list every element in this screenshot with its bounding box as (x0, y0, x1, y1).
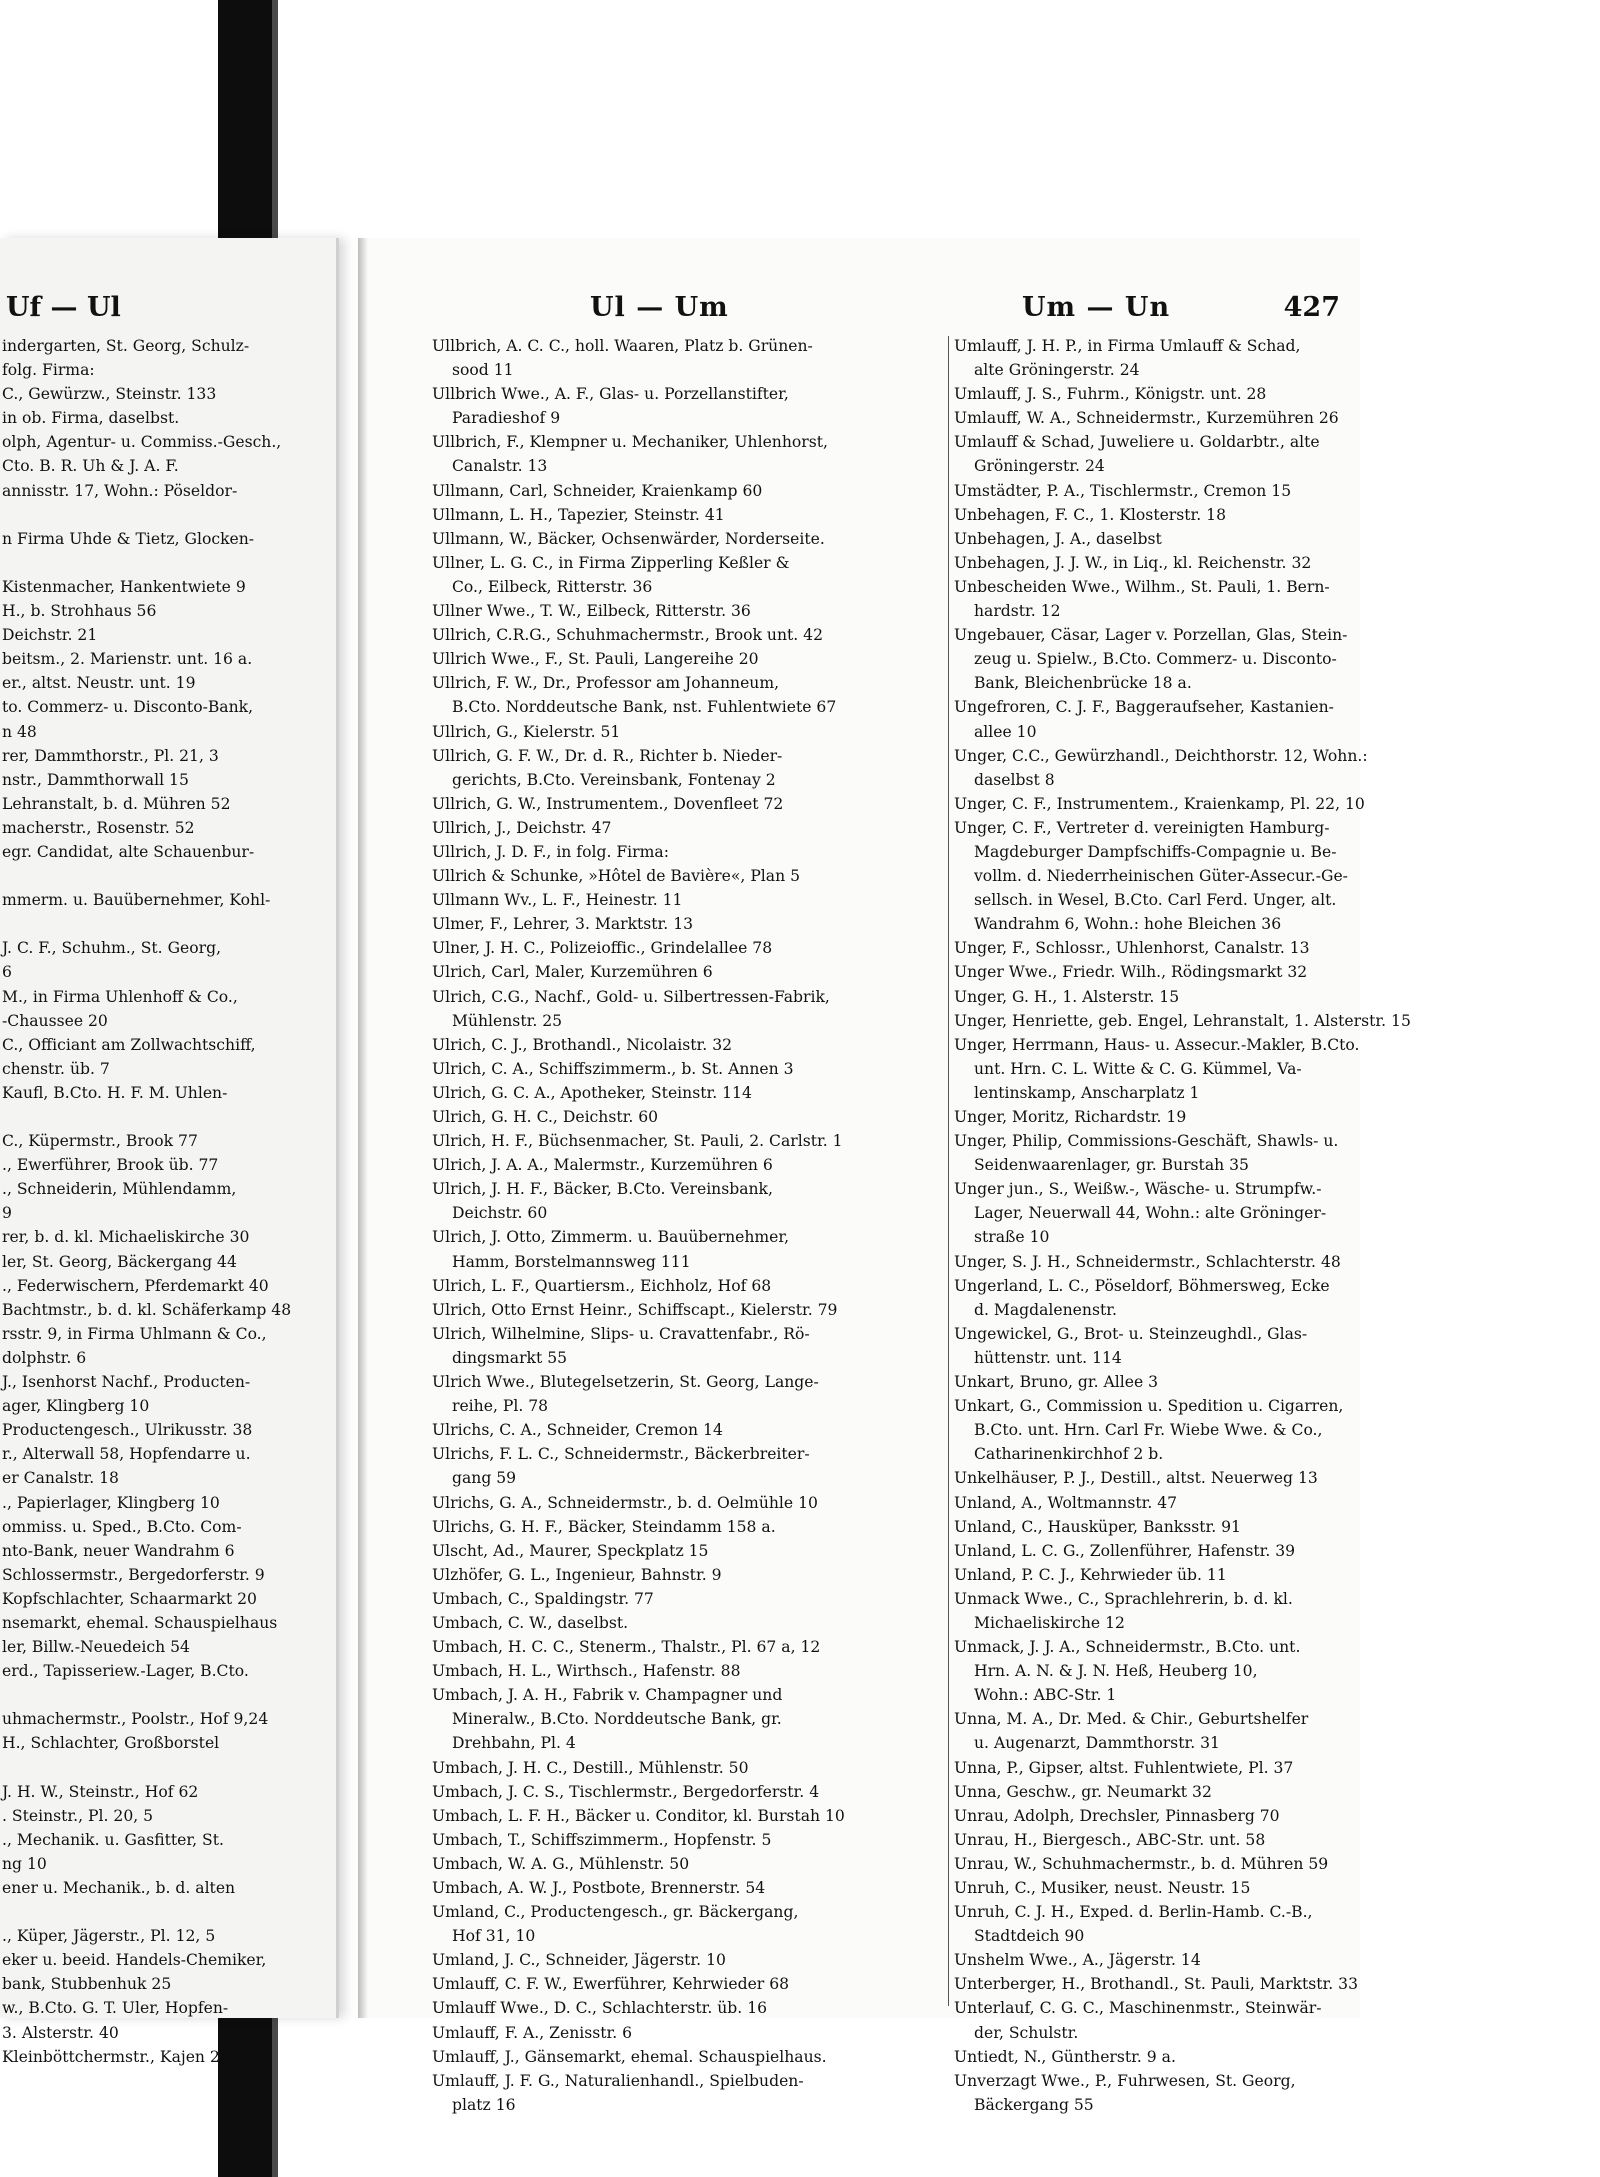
directory-entry: Unger, C. F., Instrumentem., Kraienkamp, Pl. 22, 10 (954, 794, 1365, 813)
directory-entry: Umlauff, J. H. P., in Firma Umlauff & Schad, (954, 337, 1301, 355)
directory-entry: Umbach, J. A. H., Fabrik v. Champagner und (432, 1686, 783, 1705)
left-page-line (2, 503, 332, 527)
directory-entry: Umbach, L. F. H., Bäcker u. Conditor, kl. Burstah 10 (432, 1806, 845, 1825)
directory-entry: Ulrich, Wilhelmine, Slips- u. Cravattenfabr., Rö- (432, 1324, 810, 1343)
directory-entry-continuation: vollm. d. Niederrheinischen Güter-Assecur.-Ge- (974, 867, 1348, 886)
directory-entry: Ullmann, W., Bäcker, Ochsenwärder, Norderseite. (432, 529, 825, 548)
left-page-line: mmerm. u. Bauübernehmer, Kohl- (2, 891, 271, 910)
left-page-line (2, 1756, 332, 1780)
directory-entry-continuation: Seidenwaarenlager, gr. Burstah 35 (974, 1156, 1249, 1175)
directory-entry-continuation: Hrn. A. N. & J. N. Heß, Heuberg 10, (974, 1662, 1258, 1681)
left-page-line: ler, Billw.-Neuedeich 54 (2, 1638, 190, 1657)
directory-entry: Unbescheiden Wwe., Wilhm., St. Pauli, 1. Bern- (954, 577, 1330, 596)
left-page-line (2, 1683, 332, 1707)
directory-entry: Ulrich, H. F., Büchsenmacher, St. Pauli, 2. Carlstr. 1 (432, 1132, 843, 1151)
left-page-line: J., Isenhorst Nachf., Producten- (2, 1373, 251, 1392)
directory-entry-continuation: sellsch. in Wesel, B.Cto. Carl Ferd. Unger, alt. (974, 891, 1337, 910)
directory-column-2 (954, 334, 1411, 2117)
directory-entry: Unger Wwe., Friedr. Wilh., Rödingsmarkt 32 (954, 963, 1308, 982)
directory-entry: Ulrich, C. A., Schiffszimmerm., b. St. Annen 3 (432, 1059, 794, 1078)
directory-entry: Umbach, A. W. J., Postbote, Brennerstr. 54 (432, 1879, 766, 1897)
left-page-line: rer, b. d. kl. Michaeliskirche 30 (2, 1228, 250, 1247)
directory-entry: Unruh, C., Musiker, neust. Neustr. 15 (954, 1879, 1251, 1897)
left-page-line: annisstr. 17, Wohn.: Pöseldor- (2, 481, 238, 500)
left-page-line: H., b. Strohhaus 56 (2, 602, 157, 621)
directory-entry: Umbach, T., Schiffszimmerm., Hopfenstr. 5 (432, 1830, 772, 1849)
left-page-line: nto-Bank, neuer Wandrahm 6 (2, 1541, 235, 1560)
left-page-line: ., Schneiderin, Mühlendamm, (2, 1180, 237, 1199)
directory-entry: Umlauff, C. F. W., Ewerführer, Kehrwieder 68 (432, 1975, 790, 1994)
directory-entry: Unger, G. H., 1. Alsterstr. 15 (954, 987, 1180, 1006)
left-page-line: folg. Firma: (2, 361, 95, 380)
directory-entry: Unruh, C. J. H., Exped. d. Berlin-Hamb. C.-B., (954, 1903, 1313, 1922)
directory-entry-continuation: daselbst 8 (974, 770, 1055, 789)
directory-entry: Ulrich, G. C. A., Apotheker, Steinstr. 114 (432, 1083, 752, 1102)
directory-entry-continuation: unt. Hrn. C. L. Witte & C. G. Kümmel, Va- (974, 1059, 1302, 1078)
directory-entry: Ungerland, L. C., Pöseldorf, Böhmersweg, Ecke (954, 1276, 1330, 1295)
left-page-line: chenstr. üb. 7 (2, 1059, 110, 1078)
directory-entry: Umlauff, J., Gänsemarkt, ehemal. Schauspielhaus. (432, 2047, 827, 2066)
directory-entry-continuation: Bäckergang 55 (974, 2095, 1094, 2114)
left-page-line (2, 864, 332, 888)
directory-entry: Ulrich, G. H. C., Deichstr. 60 (432, 1108, 659, 1126)
left-page-line: nsemarkt, ehemal. Schauspielhaus (2, 1613, 278, 1632)
left-page-fragment (0, 238, 339, 2066)
directory-entry: Ulner, J. H. C., Polizeioffic., Grindelallee 78 (432, 939, 773, 958)
directory-entry: Ungebauer, Cäsar, Lager v. Porzellan, Glas, Stein- (954, 626, 1348, 645)
left-page-line: Schlossermstr., Bergedorferstr. 9 (2, 1565, 265, 1584)
left-page-line: indergarten, St. Georg, Schulz- (2, 337, 250, 355)
directory-entry: Ulrichs, F. L. C., Schneidermstr., Bäckerbreiter- (432, 1445, 810, 1464)
directory-entry-continuation: Wandrahm 6, Wohn.: hohe Bleichen 36 (974, 915, 1282, 934)
left-page-line: Productengesch., Ulrikusstr. 38 (2, 1421, 253, 1440)
directory-entry: Ulrichs, G. H. F., Bäcker, Steindamm 158 a. (432, 1517, 776, 1536)
directory-entry: Unger, S. J. H., Schneidermstr., Schlachterstr. 48 (954, 1252, 1341, 1271)
directory-entry: Unrau, Adolph, Drechsler, Pinnasberg 70 (954, 1806, 1280, 1825)
directory-entry-continuation: Mineralw., B.Cto. Norddeutsche Bank, gr. (452, 1710, 782, 1729)
left-page-line: macherstr., Rosenstr. 52 (2, 818, 195, 837)
directory-entry: Unland, A., Woltmannstr. 47 (954, 1493, 1178, 1512)
left-page-line: J. C. F., Schuhm., St. Georg, (2, 939, 222, 958)
directory-entry: Unland, P. C. J., Kehrwieder üb. 11 (954, 1565, 1227, 1584)
directory-entry: Umbach, H. L., Wirthsch., Hafenstr. 88 (432, 1662, 741, 1681)
column-divider (948, 336, 949, 2006)
directory-entry: Ullmann Wv., L. F., Heinestr. 11 (432, 891, 683, 910)
left-page-line: Bachtmstr., b. d. kl. Schäferkamp 48 (2, 1300, 292, 1319)
left-page-line: Kaufl, B.Cto. H. F. M. Uhlen- (2, 1083, 228, 1102)
left-page-line: n 48 (2, 722, 37, 741)
left-page-line: beitsm., 2. Marienstr. unt. 16 a. (2, 650, 253, 669)
left-page-line: ., Papierlager, Klingberg 10 (2, 1493, 220, 1512)
directory-entry-continuation: allee 10 (974, 722, 1037, 741)
directory-entry-continuation: gerichts, B.Cto. Vereinsbank, Fontenay 2 (452, 770, 776, 789)
directory-entry-continuation: Wohn.: ABC-Str. 1 (974, 1686, 1117, 1705)
left-page-line: -Chaussee 20 (2, 1011, 108, 1030)
left-page-line: n Firma Uhde & Tietz, Glocken- (2, 529, 255, 548)
directory-column-1 (432, 334, 940, 2117)
directory-entry: Umbach, C., Spaldingstr. 77 (432, 1589, 654, 1608)
directory-entry-continuation: Catharinenkirchhof 2 b. (974, 1445, 1164, 1464)
directory-entry-continuation: Magdeburger Dampfschiffs-Compagnie u. Be- (974, 842, 1337, 861)
directory-entry: Ulmer, F., Lehrer, 3. Marktstr. 13 (432, 915, 694, 934)
directory-entry-continuation: platz 16 (452, 2095, 516, 2114)
left-page-column (2, 334, 332, 2069)
directory-entry: Ullrich, G., Kielerstr. 51 (432, 722, 621, 741)
directory-entry: Unverzagt Wwe., P., Fuhrwesen, St. Georg, (954, 2071, 1296, 2090)
left-page-line: ., Küper, Jägerstr., Pl. 12, 5 (2, 1927, 216, 1946)
directory-entry: Ulrichs, C. A., Schneider, Cremon 14 (432, 1421, 723, 1440)
directory-entry-continuation: d. Magdalenenstr. (974, 1300, 1117, 1319)
directory-entry: Ulrich Wwe., Blutegelsetzerin, St. Georg, Lange- (432, 1373, 819, 1392)
directory-entry: Unland, L. C. G., Zollenführer, Hafenstr. 39 (954, 1541, 1296, 1560)
directory-entry: Unterberger, H., Brothandl., St. Pauli, Marktstr. 33 (954, 1975, 1359, 1994)
directory-entry: Ungewickel, G., Brot- u. Steinzeughdl., Glas- (954, 1324, 1308, 1343)
directory-entry-continuation: dingsmarkt 55 (452, 1348, 568, 1367)
left-page-line: C., Officiant am Zollwachtschiff, (2, 1035, 256, 1054)
directory-entry: Unger, Moritz, Richardstr. 19 (954, 1108, 1187, 1126)
left-page-line: rsstr. 9, in Firma Uhlmann & Co., (2, 1324, 267, 1343)
left-page-line: ng 10 (2, 1854, 47, 1873)
left-page-line: ler, St. Georg, Bäckergang 44 (2, 1252, 237, 1271)
left-page-line: ., Mechanik. u. Gasfitter, St. (2, 1830, 224, 1849)
directory-entry: Ullrich, F. W., Dr., Professor am Johanneum, (432, 674, 780, 693)
left-page-line (2, 912, 332, 936)
directory-entry: Ulrich, L. F., Quartiersm., Eichholz, Hof 68 (432, 1276, 772, 1295)
directory-entry-continuation: alte Gröningerstr. 24 (974, 361, 1140, 380)
directory-entry: Umlauff Wwe., D. C., Schlachterstr. üb. 16 (432, 1999, 768, 2018)
directory-entry: Unshelm Wwe., A., Jägerstr. 14 (954, 1951, 1201, 1970)
directory-entry: Ullrich & Schunke, »Hôtel de Bavière«, Plan 5 (432, 867, 801, 886)
directory-entry-continuation: u. Augenarzt, Dammthorstr. 31 (974, 1734, 1220, 1753)
directory-entry: Ulrich, J. Otto, Zimmerm. u. Bauübernehmer, (432, 1228, 790, 1247)
left-page-line: Kleinböttchermstr., Kajen 2 (2, 2047, 220, 2066)
directory-entry: Unger jun., S., Weißw.-, Wäsche- u. Strumpfw.- (954, 1180, 1322, 1199)
directory-entry: Umbach, C. W., daselbst. (432, 1613, 629, 1632)
directory-entry: Unna, M. A., Dr. Med. & Chir., Geburtshelfer (954, 1710, 1309, 1729)
directory-entry-continuation: B.Cto. Norddeutsche Bank, nst. Fuhlentwiete 67 (452, 698, 837, 717)
left-page-line: 3. Alsterstr. 40 (2, 2023, 119, 2042)
directory-entry: Ulrich, Carl, Maler, Kurzemühren 6 (432, 963, 713, 982)
directory-entry: Unland, C., Hausküper, Banksstr. 91 (954, 1517, 1241, 1536)
directory-entry: Unbehagen, J. J. W., in Liq., kl. Reichenstr. 32 (954, 553, 1312, 572)
left-page-line: er., altst. Neustr. unt. 19 (2, 674, 196, 693)
directory-entry-continuation: Co., Eilbeck, Ritterstr. 36 (452, 577, 653, 596)
directory-entry: Ulrich, J. A. A., Malermstr., Kurzemühren 6 (432, 1156, 773, 1175)
left-page-line: M., in Firma Uhlenhoff & Co., (2, 987, 238, 1006)
directory-entry-continuation: hüttenstr. unt. 114 (974, 1348, 1122, 1367)
directory-entry: Umstädter, P. A., Tischlermstr., Cremon 15 (954, 481, 1292, 500)
directory-entry: Unkart, Bruno, gr. Allee 3 (954, 1373, 1159, 1392)
left-page-line: C., Gewürzw., Steinstr. 133 (2, 385, 217, 404)
directory-entry-continuation: Canalstr. 13 (452, 457, 548, 476)
left-page-line: ., Federwischern, Pferdemarkt 40 (2, 1276, 269, 1295)
left-page-line: egr. Candidat, alte Schauenbur- (2, 842, 255, 861)
directory-entry-continuation: Gröningerstr. 24 (974, 457, 1105, 476)
directory-entry: Unmack Wwe., C., Sprachlehrerin, b. d. kl. (954, 1589, 1293, 1608)
left-page-line: dolphstr. 6 (2, 1348, 87, 1367)
directory-entry: Ullrich, G. F. W., Dr. d. R., Richter b. Nieder- (432, 746, 783, 765)
directory-entry: Ullner Wwe., T. W., Eilbeck, Ritterstr. 36 (432, 602, 751, 621)
directory-entry: Ullrich, G. W., Instrumentem., Dovenfleet 72 (432, 794, 784, 813)
left-page-line: Kopfschlachter, Schaarmarkt 20 (2, 1589, 257, 1608)
left-page-line (2, 551, 332, 575)
directory-entry-continuation: B.Cto. unt. Hrn. Carl Fr. Wiebe Wwe. & Co., (974, 1421, 1323, 1440)
left-page-header: Uf — Ul (6, 292, 121, 323)
directory-entry: Umbach, H. C. C., Stenerm., Thalstr., Pl. 67 a, 12 (432, 1638, 821, 1657)
left-page-line: ager, Klingberg 10 (2, 1397, 150, 1416)
left-page-line: Cto. B. R. Uh & J. A. F. (2, 457, 179, 476)
directory-entry: Ulrich, J. H. F., Bäcker, B.Cto. Vereinsbank, (432, 1180, 773, 1199)
directory-entry: Unger, Philip, Commissions-Geschäft, Shawls- u. (954, 1132, 1339, 1151)
left-page-line: 9 (2, 1204, 12, 1223)
directory-entry-continuation: Michaeliskirche 12 (974, 1613, 1125, 1632)
directory-entry: Ulscht, Ad., Maurer, Speckplatz 15 (432, 1541, 709, 1560)
directory-entry-continuation: gang 59 (452, 1469, 517, 1488)
directory-entry: Ullbrich Wwe., A. F., Glas- u. Porzellanstifter, (432, 385, 789, 404)
directory-entry-continuation: Drehbahn, Pl. 4 (452, 1734, 576, 1753)
directory-entry: Ulzhöfer, G. L., Ingenieur, Bahnstr. 9 (432, 1565, 722, 1584)
left-page-line: erd., Tapisseriew.-Lager, B.Cto. (2, 1662, 249, 1681)
left-page-line: H., Schlachter, Großborstel (2, 1734, 220, 1753)
directory-entry: Ullmann, Carl, Schneider, Kraienkamp 60 (432, 481, 763, 500)
directory-entry: Umbach, J. C. S., Tischlermstr., Bergedorferstr. 4 (432, 1782, 820, 1801)
directory-entry-continuation: sood 11 (452, 361, 514, 380)
left-page-line (2, 1105, 332, 1129)
directory-entry-continuation: Hamm, Borstelmannsweg 111 (452, 1252, 691, 1271)
left-page-line: rer, Dammthorstr., Pl. 21, 3 (2, 746, 219, 765)
directory-entry: Umland, J. C., Schneider, Jägerstr. 10 (432, 1951, 726, 1970)
left-page-line: to. Commerz- u. Disconto-Bank, (2, 698, 254, 717)
directory-entry: Unterlauf, C. G. C., Maschinenmstr., Steinwär- (954, 1999, 1322, 2018)
directory-entry: Ulrichs, G. A., Schneidermstr., b. d. Oelmühle 10 (432, 1493, 818, 1512)
directory-entry: Ulrich, C.G., Nachf., Gold- u. Silbertressen-Fabrik, (432, 987, 830, 1006)
left-page-line: ener u. Mechanik., b. d. alten (2, 1879, 236, 1897)
directory-entry-continuation: Mühlenstr. 25 (452, 1011, 563, 1030)
directory-entry: Unbehagen, F. C., 1. Klosterstr. 18 (954, 505, 1227, 524)
left-page-line: nstr., Dammthorwall 15 (2, 770, 189, 789)
directory-entry: Umland, C., Productengesch., gr. Bäckergang, (432, 1903, 799, 1922)
directory-entry: Umlauff, J. S., Fuhrm., Königstr. unt. 28 (954, 385, 1267, 404)
left-page-line: . Steinstr., Pl. 20, 5 (2, 1806, 154, 1825)
left-page-line: eker u. beeid. Handels-Chemiker, (2, 1951, 267, 1970)
directory-entry: Unrau, H., Biergesch., ABC-Str. unt. 58 (954, 1830, 1266, 1849)
directory-entry-continuation: Deichstr. 60 (452, 1204, 548, 1223)
directory-entry: Ulrich, Otto Ernst Heinr., Schiffscapt., Kielerstr. 79 (432, 1300, 838, 1319)
directory-entry: Umlauff, W. A., Schneidermstr., Kurzemühren 26 (954, 409, 1339, 428)
left-page-line (2, 1900, 332, 1924)
directory-entry: Ullbrich, F., Klempner u. Mechaniker, Uhlenhorst, (432, 433, 828, 452)
directory-entry: Ullrich, J., Deichstr. 47 (432, 818, 612, 837)
left-page-line: Deichstr. 21 (2, 626, 98, 645)
directory-entry: Untiedt, N., Güntherstr. 9 a. (954, 2047, 1176, 2066)
directory-entry-continuation: hardstr. 12 (974, 602, 1061, 621)
left-page-line: w., B.Cto. G. T. Uler, Hopfen- (2, 1999, 229, 2018)
left-page-line: C., Küpermstr., Brook 77 (2, 1132, 198, 1151)
left-page-line: ., Ewerführer, Brook üb. 77 (2, 1156, 219, 1175)
left-page-line: Kistenmacher, Hankentwiete 9 (2, 577, 246, 596)
directory-entry: Umlauff & Schad, Juweliere u. Goldarbtr., alte (954, 433, 1320, 452)
left-page-line: r., Alterwall 58, Hopfendarre u. (2, 1445, 251, 1464)
left-page-line: uhmachermstr., Poolstr., Hof 9,24 (2, 1710, 269, 1729)
left-page-line: in ob. Firma, daselbst. (2, 409, 180, 428)
directory-entry-continuation: Stadtdeich 90 (974, 1927, 1085, 1946)
left-page-line: bank, Stubbenhuk 25 (2, 1975, 172, 1994)
directory-entry-continuation: lentinskamp, Anscharplatz 1 (974, 1083, 1200, 1102)
directory-entry-continuation: Hof 31, 10 (452, 1927, 536, 1946)
left-page-line: er Canalstr. 18 (2, 1469, 119, 1488)
directory-entry: Unger, Herrmann, Haus- u. Assecur.-Makler, B.Cto. (954, 1035, 1360, 1054)
directory-page (358, 238, 1411, 2114)
directory-entry: Unkart, G., Commission u. Spedition u. Cigarren, (954, 1397, 1344, 1416)
directory-entry-continuation: Lager, Neuerwall 44, Wohn.: alte Gröninger- (974, 1204, 1327, 1223)
directory-entry: Unrau, W., Schuhmachermstr., b. d. Mühren 59 (954, 1854, 1329, 1873)
directory-entry: Ullmann, L. H., Tapezier, Steinstr. 41 (432, 505, 725, 524)
directory-entry: Umlauff, J. F. G., Naturalienhandl., Spielbuden- (432, 2071, 804, 2090)
directory-entry-continuation: Paradieshof 9 (452, 409, 561, 428)
left-page-line: 6 (2, 963, 12, 982)
directory-entry: Ulrich, C. J., Brothandl., Nicolaistr. 32 (432, 1035, 733, 1054)
directory-entry: Unger, Henriette, geb. Engel, Lehranstalt, 1. Alsterstr. 15 (954, 1011, 1411, 1030)
directory-entry: Unna, Geschw., gr. Neumarkt 32 (954, 1782, 1212, 1801)
directory-entry: Unger, C. F., Vertreter d. vereinigten Hamburg- (954, 818, 1330, 837)
directory-entry: Unmack, J. J. A., Schneidermstr., B.Cto. unt. (954, 1638, 1301, 1657)
directory-entry: Ullbrich, A. C. C., holl. Waaren, Platz b. Grünen- (432, 337, 813, 355)
directory-entry: Unna, P., Gipser, altst. Fuhlentwiete, Pl. 37 (954, 1758, 1294, 1777)
directory-entry-continuation: Bank, Bleichenbrücke 18 a. (974, 674, 1192, 693)
left-page-line: ommiss. u. Sped., B.Cto. Com- (2, 1517, 242, 1536)
directory-entry: Ullrich, C.R.G., Schuhmachermstr., Brook unt. 42 (432, 626, 824, 645)
directory-entry: Unger, F., Schlossr., Uhlenhorst, Canalstr. 13 (954, 939, 1310, 958)
left-page-line: olph, Agentur- u. Commiss.-Gesch., (2, 433, 282, 452)
directory-entry: Unkelhäuser, P. J., Destill., altst. Neuerweg 13 (954, 1469, 1318, 1488)
page-number: 427 (1283, 292, 1340, 323)
left-page-line: Lehranstalt, b. d. Mühren 52 (2, 794, 231, 813)
directory-entry: Ungefroren, C. J. F., Baggeraufseher, Kastanien- (954, 698, 1334, 717)
page-header-left: Ul — Um (590, 292, 729, 323)
directory-entry: Umbach, W. A. G., Mühlenstr. 50 (432, 1854, 690, 1873)
directory-entry-continuation: zeug u. Spielw., B.Cto. Commerz- u. Disconto- (974, 650, 1337, 669)
directory-entry-continuation: der, Schulstr. (974, 2023, 1079, 2042)
directory-entry: Umbach, J. H. C., Destill., Mühlenstr. 50 (432, 1758, 749, 1777)
directory-entry: Unger, C.C., Gewürzhandl., Deichthorstr. 12, Wohn.: (954, 746, 1368, 765)
directory-entry-continuation: reihe, Pl. 78 (452, 1397, 549, 1416)
page-header-right: Um — Un (1022, 292, 1171, 323)
directory-entry: Ullrich Wwe., F., St. Pauli, Langereihe 20 (432, 650, 759, 669)
directory-entry: Ullner, L. G. C., in Firma Zipperling Keßler & (432, 553, 790, 572)
directory-entry-continuation: straße 10 (974, 1228, 1050, 1247)
directory-entry: Unbehagen, J. A., daselbst (954, 529, 1162, 548)
directory-entry: Ullrich, J. D. F., in folg. Firma: (432, 842, 669, 861)
left-page-line: J. H. W., Steinstr., Hof 62 (2, 1782, 199, 1801)
directory-entry: Umlauff, F. A., Zenisstr. 6 (432, 2023, 633, 2042)
